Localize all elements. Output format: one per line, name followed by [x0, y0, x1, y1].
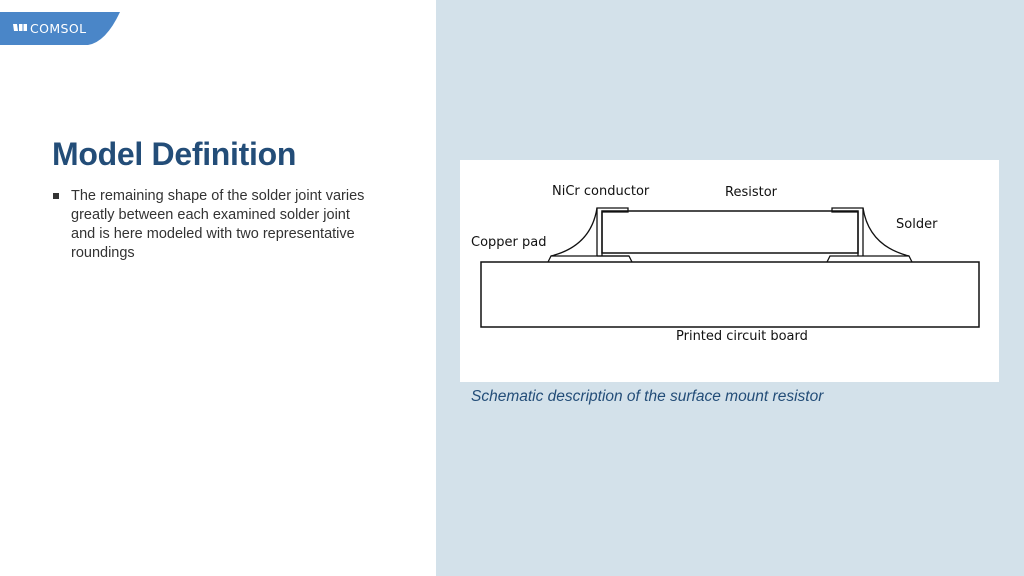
label-printed-circuit-board: Printed circuit board [676, 329, 808, 344]
comsol-logo-icon [13, 22, 28, 33]
pcb-shape [481, 262, 979, 327]
bullet-item [52, 187, 372, 263]
bullet-text: The remaining shape of the solder joint varies greatly between each examined solder joint and is here modeled with two representative roundings [71, 188, 365, 261]
left-copper-pad-shape [548, 256, 632, 262]
label-resistor: Resistor [725, 185, 777, 200]
schematic-figure [460, 160, 999, 382]
left-solder-shape [551, 208, 597, 256]
figure-caption: Schematic description of the surface mount resistor [471, 388, 824, 405]
label-nicr-conductor: NiCr conductor [552, 184, 650, 199]
label-copper-pad: Copper pad [471, 235, 547, 250]
resistor-shape [602, 211, 858, 253]
bullet-list [52, 187, 372, 263]
square-bullet-icon [53, 193, 59, 199]
slide-title: Model Definition [52, 136, 297, 172]
comsol-logo-text: COMSOL [30, 21, 87, 36]
label-solder: Solder [896, 217, 938, 232]
right-solder-shape [863, 208, 909, 256]
right-copper-pad-shape [827, 256, 912, 262]
